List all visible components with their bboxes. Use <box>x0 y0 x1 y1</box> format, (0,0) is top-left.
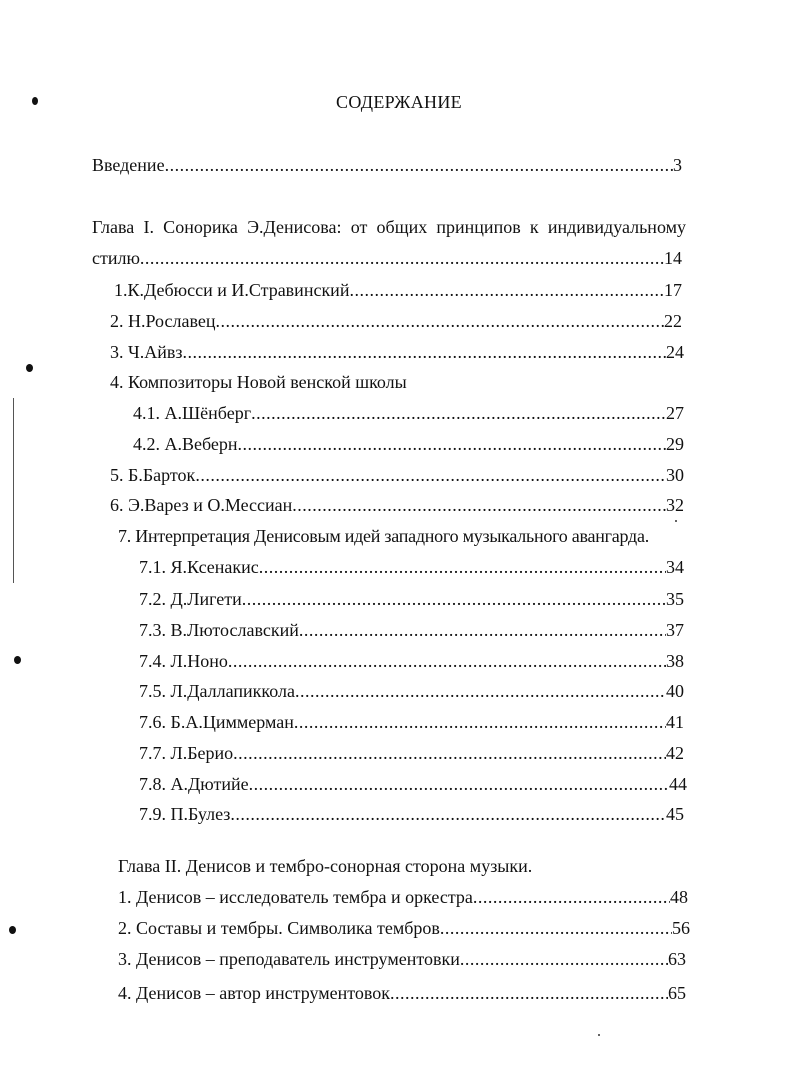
toc-entry <box>118 980 686 1006</box>
toc-page: 38 <box>666 651 684 671</box>
toc-label: 7.9. П.Булез <box>139 804 231 824</box>
toc-entry <box>139 771 687 797</box>
toc-label: 7.1. Я.Ксенакис <box>139 557 259 577</box>
dot-leader <box>216 308 665 334</box>
toc-page: 32 <box>666 495 684 515</box>
scan-dot <box>9 926 16 934</box>
toc-label: 1.К.Дебюсси и И.Стравинский <box>114 280 350 300</box>
toc-label: 1. Денисов – исследователь тембра и оркестра <box>118 887 473 907</box>
toc-entry <box>110 462 684 488</box>
toc-label: 4. Композиторы Новой венской школы <box>110 372 407 392</box>
dot-leader <box>249 771 669 797</box>
dot-leader <box>165 152 673 178</box>
dot-leader <box>299 617 666 643</box>
dot-leader <box>292 492 666 518</box>
toc-page: 45 <box>666 804 684 824</box>
toc-entry <box>133 431 684 457</box>
toc-entry <box>139 617 684 643</box>
dot-leader <box>460 946 668 972</box>
toc-page: 27 <box>666 403 684 423</box>
toc-page: 41 <box>666 712 684 732</box>
scan-line <box>13 398 14 583</box>
dot-leader <box>228 648 666 674</box>
toc-entry <box>133 400 684 426</box>
toc-page: 35 <box>666 589 684 609</box>
toc-entry <box>139 801 684 827</box>
toc-page: 3 <box>673 155 682 175</box>
toc-label: 4. Денисов – автор инструментовок <box>118 983 391 1003</box>
toc-label: 5. Б.Барток <box>110 465 196 485</box>
toc-page: 44 <box>669 774 687 794</box>
toc-label: 2. Н.Рославец <box>110 311 216 331</box>
toc-page: 17 <box>664 280 682 300</box>
toc-label: 3. Ч.Айвз <box>110 342 183 362</box>
scan-dot <box>14 656 21 664</box>
dot-leader <box>473 884 670 910</box>
toc-page: 14 <box>664 248 682 268</box>
toc-label: 6. Э.Варез и О.Мессиан <box>110 495 293 515</box>
chapter1-heading-text: Глава I. Сонорика Э.Денисова: от общих принципов к индивидуальному <box>92 217 686 237</box>
scan-speck <box>598 1034 600 1036</box>
toc-label: 7. Интерпретация Денисовым идей западного музыкального авангарда. <box>118 526 649 546</box>
toc-page: 29 <box>666 434 684 454</box>
scan-speck <box>675 520 677 522</box>
toc-entry <box>139 709 684 735</box>
dot-leader <box>294 709 666 735</box>
toc-entry <box>118 915 690 941</box>
page-title: СОДЕРЖАНИЕ <box>336 92 462 112</box>
toc-label: 4.2. А.Веберн <box>133 434 238 454</box>
toc-entry <box>114 277 682 303</box>
dot-leader <box>295 678 666 704</box>
toc-entry <box>118 946 686 972</box>
toc-entry <box>139 648 684 674</box>
toc-page: 63 <box>668 949 686 969</box>
dot-leader <box>195 462 666 488</box>
toc-entry <box>139 740 684 766</box>
toc-entry <box>110 369 670 395</box>
toc-label: 7.4. Л.Ноно <box>139 651 228 671</box>
toc-label: 7.7. Л.Берио <box>139 743 234 763</box>
dot-leader <box>140 245 664 271</box>
chapter2-heading <box>118 853 618 879</box>
toc-page: 56 <box>672 918 690 938</box>
toc-page: 37 <box>666 620 684 640</box>
toc-page: 22 <box>664 311 682 331</box>
toc-entry <box>139 586 684 612</box>
dot-leader <box>233 740 666 766</box>
dot-leader <box>242 586 666 612</box>
toc-page: 48 <box>670 887 688 907</box>
chapter1-heading-cont <box>92 245 682 271</box>
toc-label: Введение <box>92 155 165 175</box>
toc-label: 7.2. Д.Лигети <box>139 589 242 609</box>
toc-entry <box>110 492 684 518</box>
toc-page: 34 <box>666 557 684 577</box>
toc-label: 7.5. Л.Даллапиккола <box>139 681 295 701</box>
toc-label: стилю <box>92 248 140 268</box>
toc-entry <box>118 523 688 549</box>
toc-intro <box>92 152 682 178</box>
toc-entry <box>139 554 684 580</box>
toc-page: 30 <box>666 465 684 485</box>
toc-entry <box>110 339 684 365</box>
dot-leader <box>440 915 672 941</box>
toc-label: 7.6. Б.А.Циммерман <box>139 712 294 732</box>
toc-entry <box>118 884 688 910</box>
chapter1-heading <box>92 214 686 240</box>
toc-page: 24 <box>666 342 684 362</box>
dot-leader <box>259 554 666 580</box>
dot-leader <box>182 339 666 365</box>
toc-label: 4.1. А.Шёнберг <box>133 403 252 423</box>
dot-leader <box>251 400 666 426</box>
toc-page: 65 <box>668 983 686 1003</box>
toc-label: 2. Составы и тембры. Символика тембров <box>118 918 440 938</box>
scan-dot <box>26 364 33 372</box>
dot-leader <box>238 431 666 457</box>
toc-entry <box>110 308 682 334</box>
toc-label: 7.8. А.Дютийе <box>139 774 249 794</box>
toc-label: 3. Денисов – преподаватель инструментовки <box>118 949 460 969</box>
toc-label: Глава II. Денисов и тембро-сонорная сторона музыки. <box>118 856 533 876</box>
toc-entry <box>139 678 684 704</box>
dot-leader <box>349 277 664 303</box>
toc-label: 7.3. В.Лютославский <box>139 620 299 640</box>
dot-leader <box>390 980 668 1006</box>
dot-leader <box>230 801 666 827</box>
toc-page: 42 <box>666 743 684 763</box>
toc-page: 40 <box>666 681 684 701</box>
